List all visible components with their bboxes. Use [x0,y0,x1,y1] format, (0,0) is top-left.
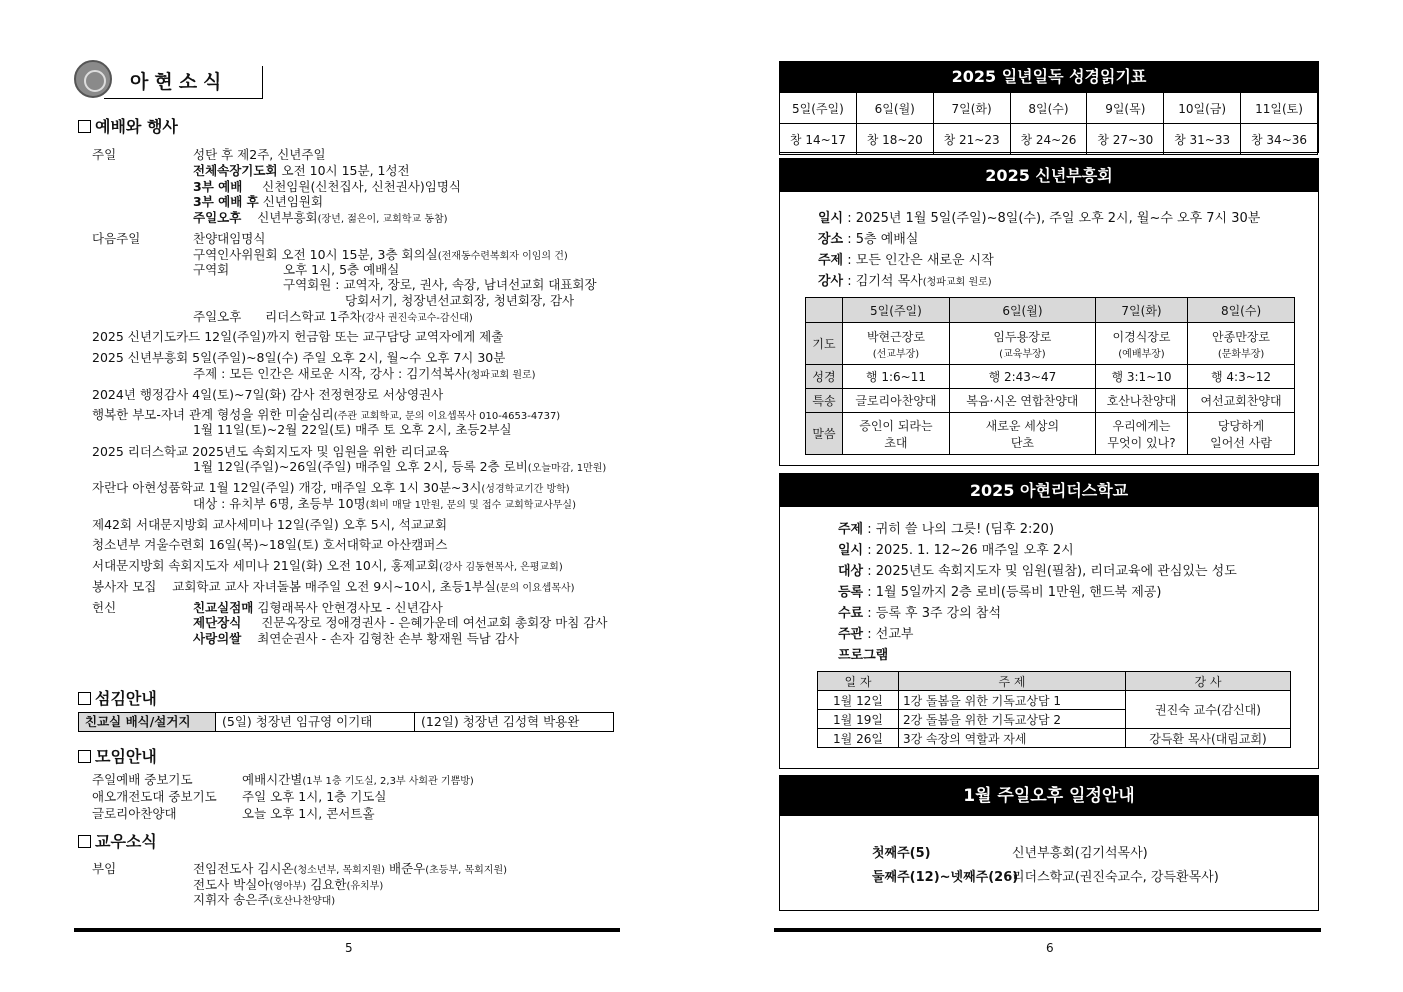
revival-word-line1: 우리에게는 [1112,418,1171,433]
bible-chapter-6: 창 31~33 [1164,124,1241,155]
leaders-title: 2025 아현리더스학교 [780,474,1318,507]
bible-chapter-5: 창 27~30 [1087,124,1164,155]
section-service-heading: 섬김안내 [78,686,157,709]
item-teacher-seminar: 제42회 서대문지방회 교사세미나 12일(주일) 오후 5시, 석교교회 [92,517,448,532]
sunday-line4: 3부 예배 후 신년임원회 [193,194,324,209]
meeting-row-3: 오늘 오후 1시, 콘서트홀 [242,806,375,821]
checkbox-square-icon [78,750,91,763]
program-date-1: 1월 12일 [818,691,899,710]
leaders-panel [779,473,1319,769]
bible-day-5: 9일(목) [1087,93,1164,124]
sunday-line5: 주일오후 신년부흥회(장년, 젊은이, 교회학교 동참) [193,210,448,225]
meeting-row-1-label: 주일예배 중보기도 [92,772,193,787]
item-leaders-school: 2025 리더스학교 2025년도 속회지도자 및 임원을 위한 리더교육 [92,444,450,459]
revival-special-1: 글로리아찬양대 [843,389,950,413]
left-page [0,0,700,992]
bible-chapter-1: 창 14~17 [780,124,857,155]
leaders-info-key: 일시 [838,543,864,558]
checkbox-square-icon [78,120,91,133]
leaders-info-3: 대상 : 2025년도 속회지도자 및 임원(필참), 리더교육에 관심있는 성도 [838,564,1237,579]
checkbox-square-icon [78,835,91,848]
service-cell-2: (12일) 청장년 김성혁 박용완 [421,714,580,729]
service-table [78,712,614,732]
program-date-3: 1월 26일 [818,729,899,748]
revival-word-1 [843,413,950,455]
leaders-info-4: 등록 : 1월 5일까지 2층 로비(등록비 1만원, 핸드북 제공) [838,585,1162,600]
schedule-panel [779,775,1319,911]
revival-special-label: 특송 [806,389,843,413]
revival-word-line1: 증인이 되라는 [859,418,933,433]
program-date-2: 1월 19일 [818,710,899,729]
revival-table [805,297,1295,455]
news-row-2: 전도사 박실아(영아부) 김요한(유치부) [193,877,384,892]
revival-prayer-1 [843,323,950,365]
revival-info-2: 장소 : 5층 예배실 [818,232,919,247]
bible-day-7: 11일(토) [1241,93,1318,124]
leaders-info-value: 1월 5일까지 2층 로비(등록비 1만원, 핸드북 제공) [875,585,1162,600]
item-art-therapy-line2: 1월 11일(토)~2월 22일(토) 매주 토 오후 2시, 초등2부실 [193,422,512,437]
revival-prayer-label: 기도 [806,323,843,365]
program-table [817,671,1291,748]
leaders-info-value: 등록 후 3주 강의 참석 [875,606,1002,621]
meeting-row-1: 예배시간별(1부 1층 기도실, 2,3부 사회관 기쁨방) [242,772,474,787]
leaders-info-key: 주제 [838,522,864,537]
checkbox-square-icon [78,692,91,705]
program-col-lecturer: 강 사 [1126,672,1291,691]
section-news-heading: 교우소식 [78,829,157,852]
offering-row2: 제단장식 진문옥장로 정애경권사 - 은혜가운데 여선교회 총회장 마침 감사 [193,615,608,630]
schedule-title: 1월 주일오후 일정안내 [780,776,1318,816]
revival-scripture-4: 행 4:3~12 [1188,365,1295,389]
next-sunday-line5: 당회서기, 청장년선교회장, 청년회장, 감사 [345,293,575,308]
page-number-left: 5 [345,941,353,955]
item-admin-audit: 2024년 행정감사 4일(토)~7일(화) 감사 전정현장로 서상영권사 [92,387,444,402]
item-leaders-school-line2: 1월 12일(주일)~26일(주일) 매주일 오후 2시, 등록 2층 로비(오늘마감, 1만원) [193,459,607,474]
sunday-line2: 전체속장기도회 오전 10시 15분, 1성전 [193,163,410,178]
leaders-info-value: 귀히 쓸 나의 그릇! (딤후 2:20) [875,522,1055,537]
revival-scripture-1: 행 1:6~11 [843,365,950,389]
item-art-therapy: 행복한 부모-자녀 관계 형성을 위한 미술심리(주관 교회학교, 문의 이요셉목사 010-4653-4737) [92,407,561,422]
revival-title: 2025 신년부흥회 [780,159,1318,192]
bible-day-6: 10일(금) [1164,93,1241,124]
sunday-label: 주일 [92,147,117,162]
revival-prayer-role: (교육부장) [999,348,1046,360]
item-character-school-line2: 대상 : 유치부 6명, 초등부 10명(회비 매달 1만원, 문의 및 접수 교회학교사무실) [193,496,576,511]
bottom-rule-right [774,928,1321,932]
leaders-info-key: 수료 [838,606,864,621]
revival-prayer-3 [1095,323,1187,365]
revival-prayer-name: 이경식장로 [1112,329,1171,344]
bible-day-3: 7일(화) [933,93,1010,124]
revival-prayer-role: (예배부장) [1118,348,1165,360]
bible-day-4: 8일(수) [1010,93,1087,124]
program-col-topic: 주 제 [899,672,1126,691]
revival-word-line2: 초대 [884,435,908,450]
bible-table [779,92,1318,155]
leaders-info-key: 프로그램 [838,648,889,663]
leaders-info-key: 주관 [838,627,864,642]
revival-word-line1: 새로운 세상의 [985,418,1060,433]
service-cell-1: (5일) 청장년 임규영 이기태 [216,713,415,731]
item-revival-line2: 주제 : 모든 인간은 새로운 시작, 강사 : 김기석복사(청파교회 원로) [193,366,536,381]
item-character-school: 자란다 아현성품학교 1월 12일(주일) 개강, 매주일 오후 1시 30분~3시(성경학교기간 방학) [92,480,570,495]
next-sunday-line4: 구역회원 : 교역자, 장로, 권사, 속장, 남녀선교회 대표회장 [283,277,597,292]
program-lecturer-1: 권진숙 교수(감신대) [1126,691,1291,729]
leaders-info-key: 등록 [838,585,864,600]
item-prayer-card: 2025 신년기도카드 12일(주일)까지 헌금함 또는 교구담당 교역자에게 제출 [92,329,504,344]
news-row-3: 지휘자 송은주(호산나찬양대) [193,892,336,907]
sunday-line1: 성탄 후 제2주, 신년주일 [193,147,326,162]
page-title: 아현소식 [130,71,228,93]
next-sunday-label: 다음주일 [92,231,141,246]
offering-label: 헌신 [92,600,117,615]
revival-panel [779,158,1319,466]
revival-info-1: 일시 : 2025년 1월 5일(주일)~8일(수), 주일 오후 2시, 월~수 오후 7시 30분 [818,211,1261,226]
meeting-row-2-label: 애오개전도대 중보기도 [92,789,217,804]
revival-day-3: 7일(화) [1095,298,1187,323]
revival-day-1: 5일(주일) [843,298,950,323]
program-topic-1: 1강 돌봄을 위한 기독교상담 1 [899,691,1126,710]
program-col-date: 일 자 [818,672,899,691]
item-youth-retreat: 청소년부 겨울수련회 16일(목)~18일(토) 호서대학교 아산캠퍼스 [92,537,448,552]
leaders-info-5: 수료 : 등록 후 3주 강의 참석 [838,606,1002,621]
next-sunday-line3: 구역회 [193,262,230,277]
bible-day-1: 5일(주일) [780,93,857,124]
program-topic-3: 3강 속장의 역할과 자세 [899,729,1126,748]
revival-scripture-label: 성경 [806,365,843,389]
revival-special-2: 복음·시온 연합찬양대 [949,389,1095,413]
leaders-info-value: 2025. 1. 12~26 매주일 오후 2시 [875,543,1074,558]
revival-word-line2: 일어선 사람 [1210,435,1272,450]
section-meeting-heading: 모임안내 [78,744,157,767]
next-sunday-line6: 주일오후 리더스학교 1주차(강사 권진숙교수-감신대) [193,309,473,324]
item-volunteer: 봉사자 모집 교회학교 교사 자녀돌봄 매주일 오전 9시~10시, 초등1부실(문의 이요셉목사) [92,579,575,594]
bible-chapter-7: 창 34~36 [1241,124,1318,155]
leaders-info-value: 2025년도 속회지도자 및 임원(필참), 리더교육에 관심있는 성도 [875,564,1237,579]
next-sunday-line2: 구역인사위원회 오전 10시 15분, 3층 회의실(전재동수련복회자 이임의 건) [193,247,568,262]
offering-row1: 친교실점매 김형래목사 안현경사모 - 신년감사 [193,600,443,615]
program-lecturer-2: 강득환 목사(대림교회) [1126,729,1291,748]
meeting-row-2: 주일 오후 1시, 1층 기도실 [242,789,387,804]
leaders-info-key: 대상 [838,564,864,579]
revival-corner [806,298,843,323]
revival-info-3: 주제 : 모든 인간은 새로운 시작 [818,253,994,268]
next-sunday-line3b: 오후 1시, 5층 예배실 [283,262,400,277]
bible-chapter-3: 창 21~23 [933,124,1010,155]
service-label: 친교실 배식/설거지 [79,713,216,731]
revival-prayer-role: (문화부장) [1217,348,1265,360]
schedule-val-1: 신년부흥회(김기석목사) [1012,846,1148,861]
news-row-1: 전임전도사 김시온(청소년부, 목회지원) 배준우(초등부, 목회지원) [193,861,508,876]
revival-prayer-name: 박현근장로 [866,329,925,344]
revival-scripture-3: 행 3:1~10 [1095,365,1187,389]
revival-prayer-role: (선교부장) [872,348,920,360]
bible-panel [779,61,1319,153]
leaders-info-6: 주관 : 선교부 [838,627,914,642]
revival-word-line1: 당당하게 [1217,418,1265,433]
revival-prayer-4 [1188,323,1295,365]
revival-info-4: 강사 : 김기석 목사(청파교회 원로) [818,274,992,289]
offering-row3: 사랑의쌀 최연순권사 - 손자 김형찬 손부 황재원 득남 감사 [193,631,519,646]
news-label: 부임 [92,861,117,876]
page-number-right: 6 [1046,941,1054,955]
meeting-row-3-label: 글로리아찬양대 [92,806,177,821]
schedule-val-2: 리더스학교(권진숙교수, 강득환목사) [1012,870,1219,885]
bible-day-2: 6일(월) [856,93,933,124]
revival-day-2: 6일(월) [949,298,1095,323]
bible-chapter-4: 창 24~26 [1010,124,1087,155]
revival-word-2 [949,413,1095,455]
revival-word-label: 말씀 [806,413,843,455]
revival-prayer-name: 안종만장로 [1212,329,1271,344]
schedule-key-1: 첫째주(5) [872,846,931,861]
bottom-rule-left [74,928,620,932]
leaders-info-value: 선교부 [875,627,914,642]
revival-special-3: 호산나찬양대 [1095,389,1187,413]
leaders-info-7 [838,644,888,663]
program-topic-2: 2강 돌봄을 위한 기독교상담 2 [899,710,1126,729]
revival-prayer-2 [949,323,1095,365]
revival-word-4 [1188,413,1295,455]
revival-prayer-name: 임두용장로 [993,329,1052,344]
revival-word-line2: 무엇이 있나? [1107,435,1176,450]
bible-title: 2025 일년일독 성경읽기표 [780,62,1318,92]
bible-chapter-2: 창 18~20 [856,124,933,155]
revival-word-line2: 단초 [1010,435,1034,450]
item-cell-leader-seminar: 서대문지방회 속회지도자 세미나 21일(화) 오전 10시, 홍제교회(강사 김동현목사, 은평교회) [92,558,563,573]
leaders-info-1: 주제 : 귀히 쓸 나의 그릇! (딤후 2:20) [838,522,1055,537]
leaders-info-2: 일시 : 2025. 1. 12~26 매주일 오후 2시 [838,543,1074,558]
revival-word-3 [1095,413,1187,455]
section-worship-heading: 예배와 행사 [78,114,178,137]
item-revival: 2025 신년부흥회 5일(주일)~8일(수) 주일 오후 2시, 월~수 오후 7시 30분 [92,350,506,365]
revival-day-4: 8일(수) [1188,298,1295,323]
next-sunday-line1: 찬양대임명식 [193,231,266,246]
revival-special-4: 여선교회찬양대 [1188,389,1295,413]
schedule-key-2: 둘째주(12)~넷째주(26) [872,870,1019,885]
sunday-line3: 3부 예배 신천임원(신천집사, 신천권사)임명식 [193,179,461,194]
revival-scripture-2: 행 2:43~47 [949,365,1095,389]
